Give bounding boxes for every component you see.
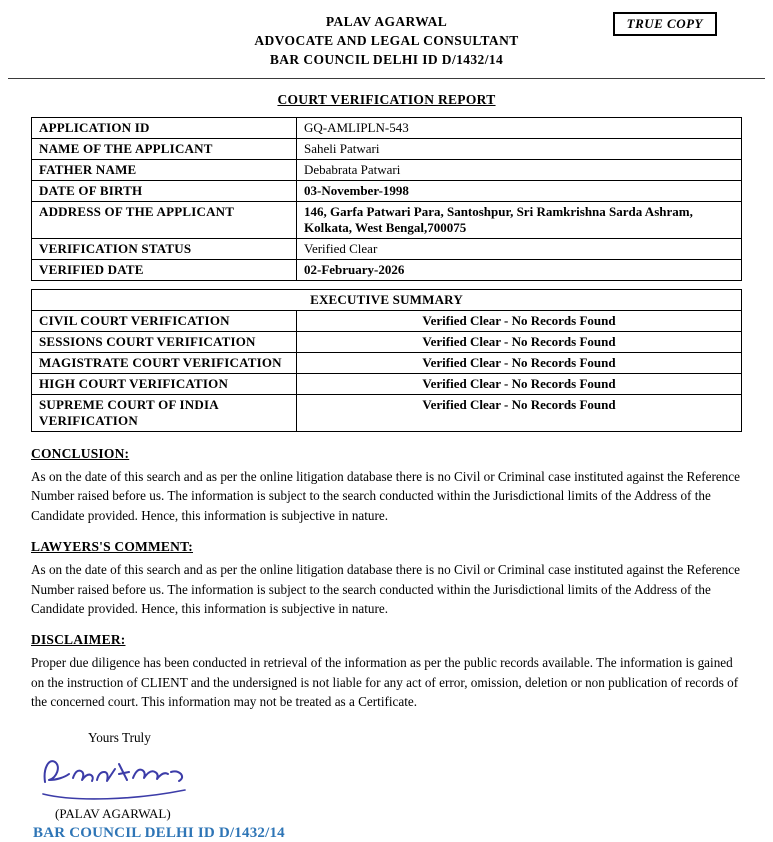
row-label: APPLICATION ID [32,118,297,139]
row-value: Verified Clear - No Records Found [297,353,742,374]
table-header-row [32,290,742,311]
table-row [32,160,742,181]
signature-image [35,750,195,806]
row-label: DATE OF BIRTH [32,181,297,202]
signatory-bar-id: BAR COUNCIL DELHI ID D/1432/14 [33,824,285,841]
table-row [32,181,742,202]
lawyers-comment-heading: LAWYERS'S COMMENT: [31,539,193,555]
table-row [32,139,742,160]
row-value: Verified Clear [297,239,742,260]
row-value: GQ-AMLIPLN-543 [297,118,742,139]
conclusion-section [31,446,742,525]
advocate-bar-id: BAR COUNCIL DELHI ID D/1432/14 [269,52,504,67]
row-value: 03-November-1998 [297,181,742,202]
table-row [32,332,742,353]
row-value: Verified Clear - No Records Found [297,395,742,432]
row-label: CIVIL COURT VERIFICATION [32,311,297,332]
executive-summary-table [31,289,742,432]
row-label: FATHER NAME [32,160,297,181]
row-label: SUPREME COURT OF INDIA VERIFICATION [32,395,297,432]
row-value: Debabrata Patwari [297,160,742,181]
row-label: HIGH COURT VERIFICATION [32,374,297,395]
disclaimer-heading: DISCLAIMER: [31,632,126,648]
row-value: 02-February-2026 [297,260,742,281]
closing-text: Yours Truly [88,729,151,745]
row-value: Verified Clear - No Records Found [297,311,742,332]
conclusion-heading: CONCLUSION: [31,446,130,461]
table-row [32,374,742,395]
table-row [32,260,742,281]
lawyers-comment-body: As on the date of this search and as per the online litigation database there is no Civil or Criminal case instituted against the Reference Number raised before us. The information is subject to the search conducted within the Jurisdictional limits of the Address of the Candidate provided. Hence, this information is subjective in nature. [31,562,740,617]
conclusion-body: As on the date of this search and as per the online litigation database there is no Civil or Criminal case instituted against the Reference Number raised before us. The information is subject to the search conducted within the Jurisdictional limits of the Address of the Candidate provided. Hence, this information is subjective in nature. [31,469,740,523]
row-label: VERIFICATION STATUS [32,239,297,260]
true-copy-stamp: TRUE COPY [613,12,717,36]
signatory-name: (PALAV AGARWAL) [55,805,171,821]
row-value: 146, Garfa Patwari Para, Santoshpur, Sri Ramkrishna Sarda Ashram, Kolkata, West Bengal,700075 [297,202,742,239]
row-label: SESSIONS COURT VERIFICATION [32,332,297,353]
executive-summary-title: EXECUTIVE SUMMARY [32,290,742,311]
lawyers-comment-section [31,539,742,618]
applicant-details-table [31,117,742,281]
row-value: Verified Clear - No Records Found [297,374,742,395]
table-row [32,311,742,332]
signature-block [35,750,742,806]
table-row [32,202,742,239]
disclaimer-section [31,632,742,711]
row-label: VERIFIED DATE [32,260,297,281]
advocate-name: PALAV AGARWAL [325,14,448,29]
row-value: Saheli Patwari [297,139,742,160]
report-content [31,117,742,842]
table-row [32,353,742,374]
row-value: Verified Clear - No Records Found [297,332,742,353]
table-row [32,239,742,260]
row-label: NAME OF THE APPLICANT [32,139,297,160]
advocate-title: ADVOCATE AND LEGAL CONSULTANT [254,33,519,48]
row-label: ADDRESS OF THE APPLICANT [32,202,297,239]
disclaimer-body: Proper due diligence has been conducted in retrieval of the information as per the public records available. The information is gained on the instruction of CLIENT and the undersigned is not liable for any act of error, omission, deletion or non publication of records of the concerned court. This information may not be treated as a Certificate. [31,655,739,710]
report-title: COURT VERIFICATION REPORT [277,92,496,107]
table-row [32,118,742,139]
row-label: MAGISTRATE COURT VERIFICATION [32,353,297,374]
header-divider [8,78,765,79]
table-row [32,395,742,432]
